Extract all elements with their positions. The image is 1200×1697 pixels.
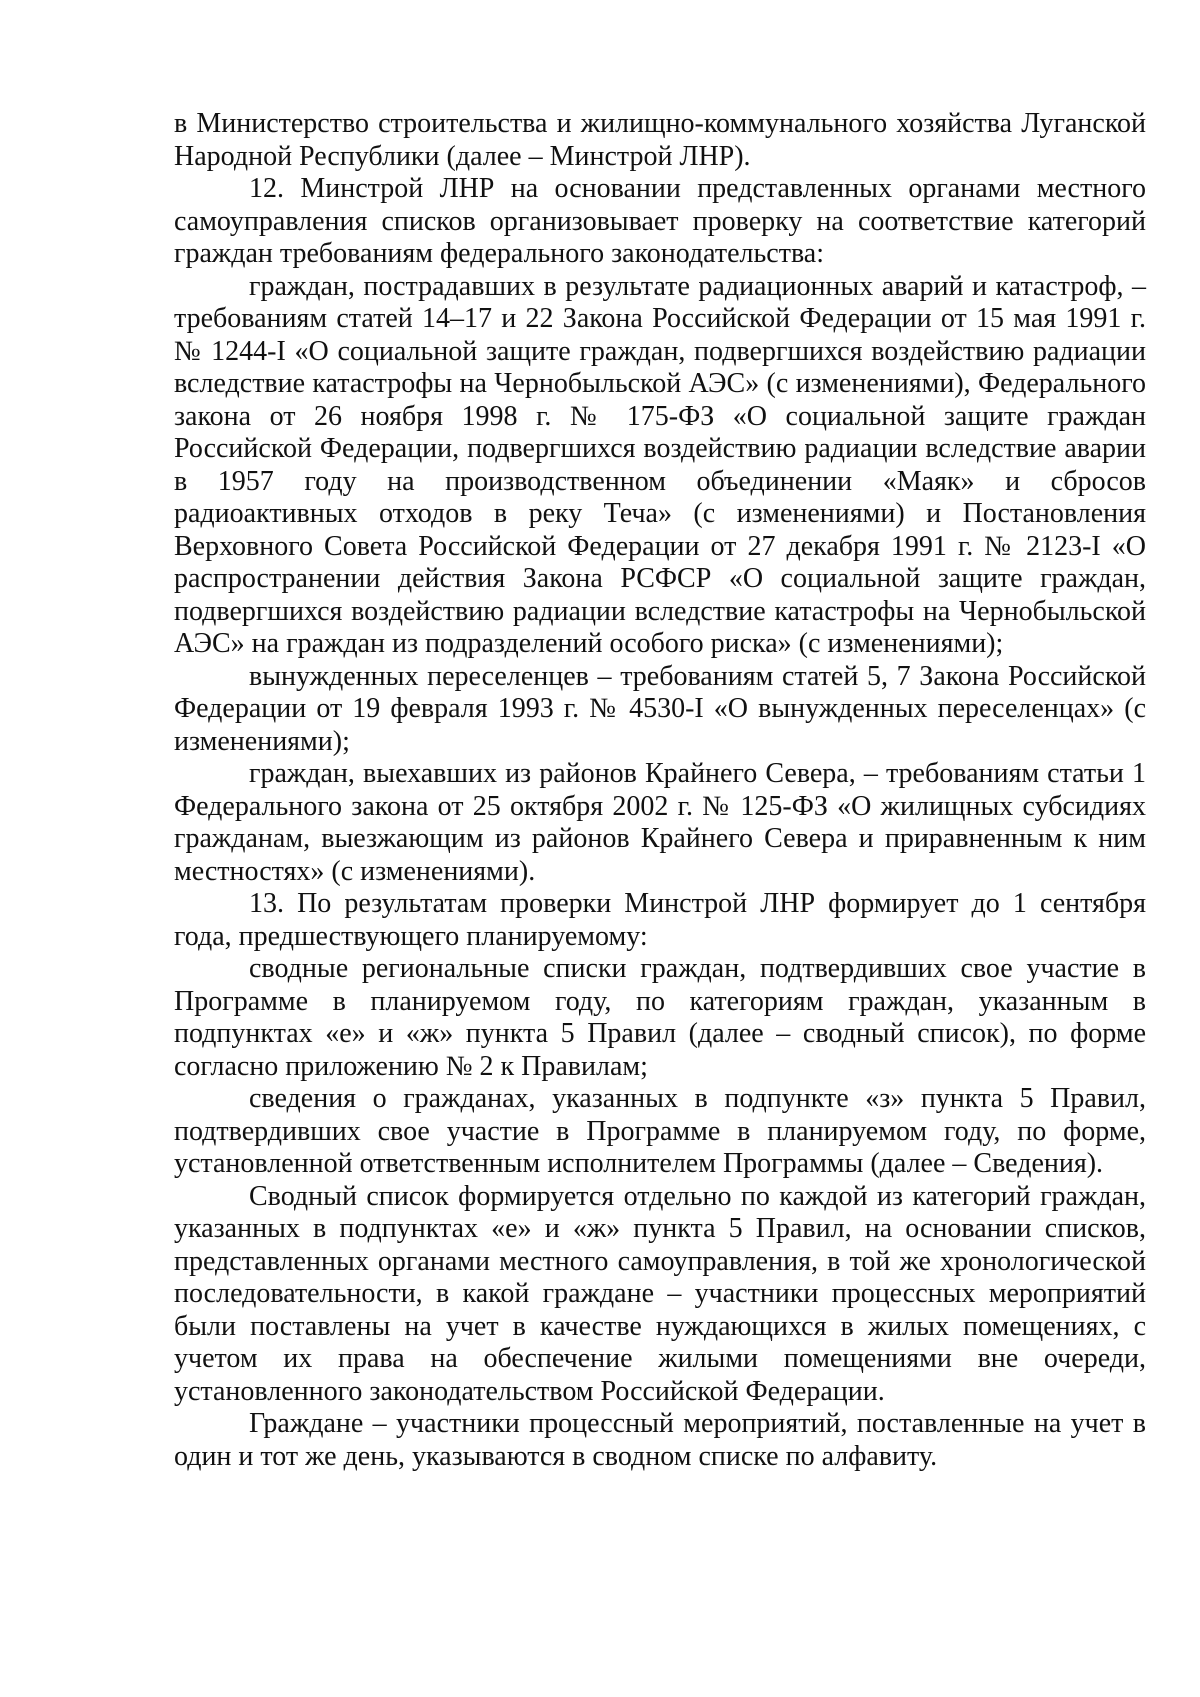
- document-page: [174, 108, 1146, 1473]
- paragraph-far-north: граждан, выехавших из районов Крайнего Севера, – требованиям статьи 1 Федерального закона от 25 октября 2002 г. № 125-ФЗ «О жилищных субсидиях гражданам, выезжающим из районов Крайнего Севера и приравненным к ним местностях» (с изменениями).: [174, 758, 1146, 887]
- paragraph-item-12: 12. Минстрой ЛНР на основании представленных органами местного самоуправления списков организовывает проверку на соответствие категорий граждан требованиям федерального законодательства:: [174, 173, 1146, 269]
- paragraph-forced-migrants: вынужденных переселенцев – требованиям статей 5, 7 Закона Российской Федерации от 19 февраля 1993 г. № 4530-I «О вынужденных переселенцах» (с изменениями);: [174, 660, 1146, 757]
- paragraph-list-formation: Сводный список формируется отдельно по каждой из категорий граждан, указанных в подпунктах «е» и «ж» пункта 5 Правил, на основании списков, представленных органами местного самоуправления, в той же хронологической последовательности, в какой граждане – участники процессных мероприятий были поставлены на учет в качестве нуждающихся в жилых помещениях, с учетом их права на обеспечение жилыми помещениями вне очереди, установленного законодательством Российской Федерации.: [174, 1180, 1146, 1407]
- paragraph-radiation-victims: граждан, пострадавших в результате радиационных аварий и катастроф, – требованиям статей 14–17 и 22 Закона Российской Федерации от 15 мая 1991 г. № 1244-I «О социальной защите граждан, подвергшихся воздействию радиации вследствие катастрофы на Чернобыльской АЭС» (с изменениями), Федерального закона от 26 ноября 1998 г. № 175-ФЗ «О социальной защите граждан Российской Федерации, подвергшихся воздействию радиации вследствие аварии в 1957 году на производственном объединении «Маяк» и сбросов радиоактивных отходов в реку Теча» (с изменениями) и Постановления Верховного Совета Российской Федерации от 27 декабря 1991 г. № 2123-I «О распространении действия Закона РСФСР «О социальной защите граждан, подвергшихся воздействию радиации вследствие катастрофы на Чернобыльской АЭС» на граждан из подразделений особого риска» (с изменениями);: [174, 270, 1146, 659]
- paragraph-information: сведения о гражданах, указанных в подпункте «з» пункта 5 Правил, подтвердивших свое участие в Программе в планируемом году, по форме, установленной ответственным исполнителем Программы (далее – Сведения).: [174, 1083, 1146, 1179]
- paragraph-consolidated-lists: сводные региональные списки граждан, подтвердивших свое участие в Программе в планируемом году, по категориям граждан, указанным в подпунктах «е» и «ж» пункта 5 Правил (далее – сводный список), по форме согласно приложению № 2 к Правилам;: [174, 953, 1146, 1082]
- paragraph-alphabetical-order: Граждане – участники процессный мероприятий, поставленные на учет в один и тот же день, указываются в сводном списке по алфавиту.: [174, 1408, 1146, 1472]
- paragraph-continuation: в Министерство строительства и жилищно-коммунального хозяйства Луганской Народной Республики (далее – Минстрой ЛНР).: [174, 108, 1146, 172]
- paragraph-item-13: 13. По результатам проверки Минстрой ЛНР формирует до 1 сентября года, предшествующего планируемому:: [174, 888, 1146, 952]
